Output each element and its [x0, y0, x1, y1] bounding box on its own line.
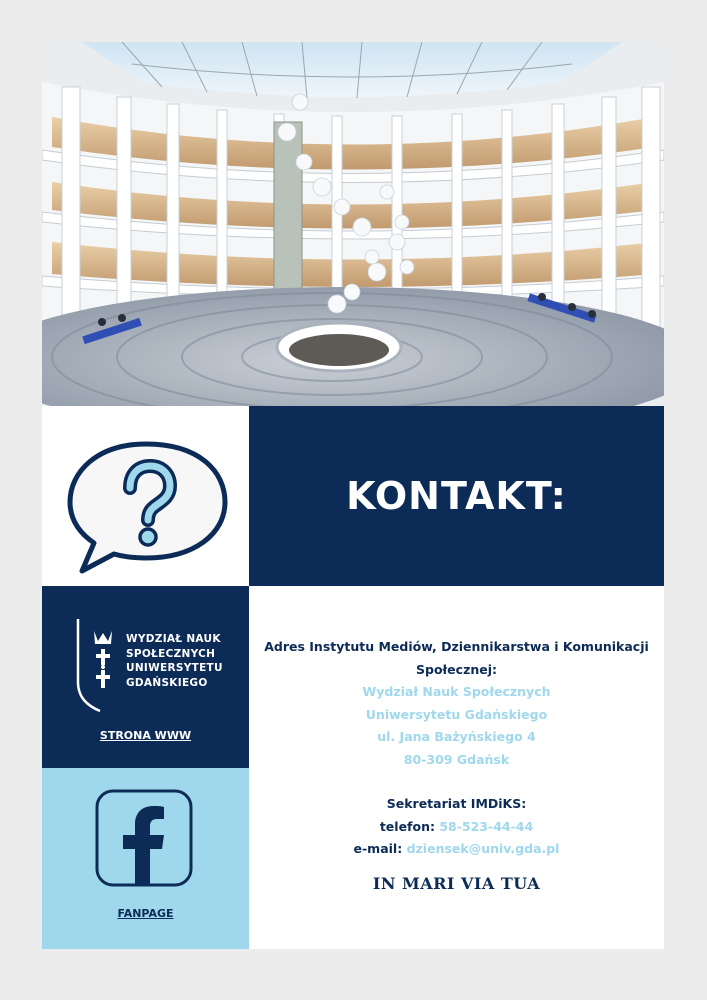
address-intro-line2: Społecznej:: [416, 661, 497, 677]
facebook-icon[interactable]: [42, 768, 249, 949]
contact-info: [249, 636, 664, 895]
email-label: e-mail:: [353, 841, 403, 856]
crown-icon: [94, 631, 112, 644]
address-line: Uniwersytetu Gdańskiego: [365, 706, 548, 722]
heading-block: [249, 406, 664, 586]
motto: IN MARI VIA TUA: [372, 873, 541, 893]
page-title: KONTAKT:: [346, 474, 567, 518]
secretariat-label: Sekretariat IMDiKS:: [386, 796, 527, 811]
contact-info-block: [249, 586, 664, 949]
help-block: [42, 406, 249, 586]
email-line: [249, 838, 664, 861]
atrium-photo: [42, 42, 664, 406]
address-line: ul. Jana Bażyńskiego 4: [377, 729, 536, 744]
poster: [42, 42, 664, 949]
address-line: 80-309 Gdańsk: [403, 751, 510, 767]
faculty-logo-block: [42, 586, 249, 768]
facebook-block: [42, 768, 249, 949]
address-line: Wydział Nauk Społecznych: [362, 684, 551, 699]
website-link[interactable]: STRONA WWW: [99, 729, 192, 742]
fanpage-link[interactable]: FANPAGE: [117, 907, 174, 920]
email-address[interactable]: dziensek@univ.gda.pl: [406, 841, 560, 856]
phone-number[interactable]: 58-523-44-44: [439, 818, 534, 834]
phone-line: [249, 816, 664, 839]
faculty-name: WYDZIAŁ NAUK SPOŁECZNYCH UNIWERSYTETU GDAŃSKIEGO: [126, 633, 223, 689]
question-bubble-icon: [42, 406, 249, 586]
address-intro-line1: Adres Instytutu Mediów, Dziennikarstwa i Komunikacji: [264, 639, 649, 654]
phone-label: telefon:: [379, 818, 435, 834]
